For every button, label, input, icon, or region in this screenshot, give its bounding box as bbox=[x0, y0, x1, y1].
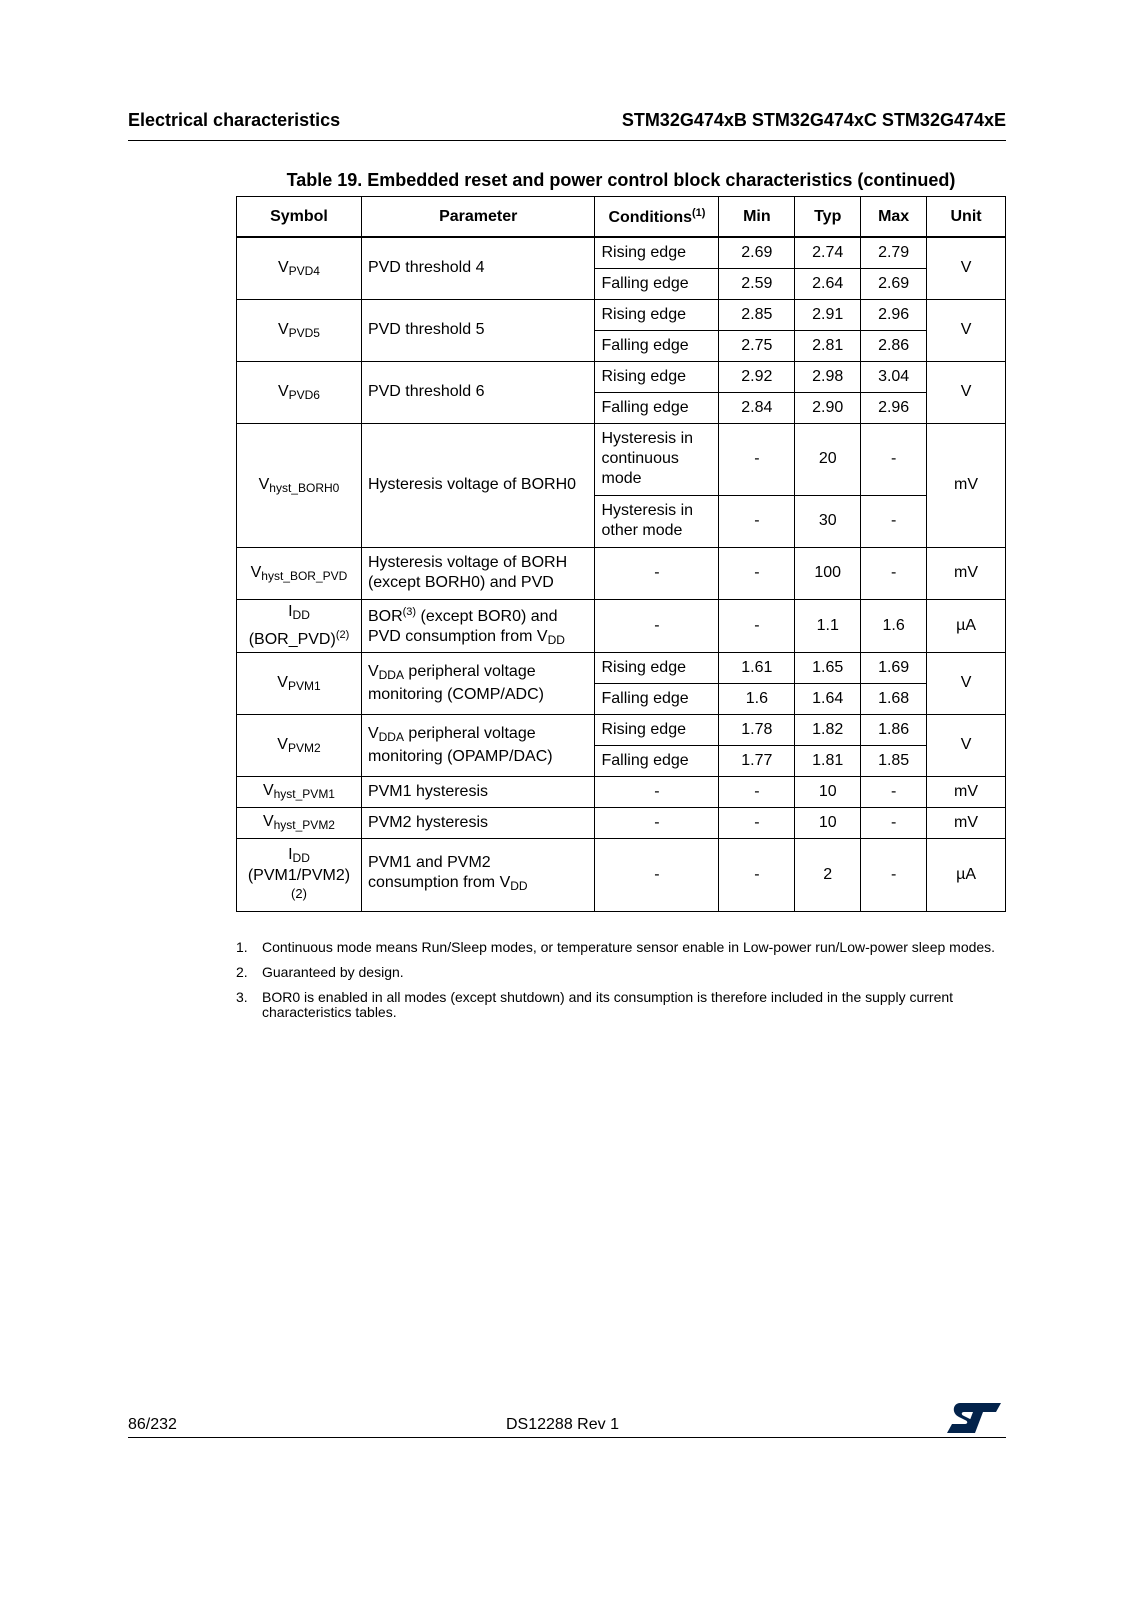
max-cell: 2.79 bbox=[861, 237, 927, 268]
condition-cell: Falling edge bbox=[595, 330, 719, 361]
parameter-cell: $V_{DDA}$ peripheral voltage monitoring (COMP/ADC) bbox=[361, 652, 595, 714]
typ-cell: 2.98 bbox=[795, 361, 861, 392]
symbol-cell: $V_{hyst\_PVM2}$ bbox=[237, 807, 362, 838]
condition-cell: Rising edge bbox=[595, 237, 719, 268]
table-row bbox=[237, 714, 1006, 745]
parameter-cell: Hysteresis voltage of BORH (except BORH0) and PVD bbox=[361, 547, 595, 599]
parameter-cell: PVD threshold 6 bbox=[361, 361, 595, 423]
unit-cell: mV bbox=[927, 547, 1006, 599]
symbol-cell: $I_{DD}$ (PVM1/PVM2) (2) bbox=[237, 838, 362, 911]
product-names: STM32G474xB STM32G474xC STM32G474xE bbox=[621, 110, 1006, 130]
max-cell: - bbox=[861, 547, 927, 599]
col-typ: Typ bbox=[795, 197, 861, 238]
max-cell: - bbox=[861, 776, 927, 807]
table-notes bbox=[236, 940, 1006, 1030]
condition-cell: - bbox=[595, 807, 719, 838]
max-cell: 2.86 bbox=[861, 330, 927, 361]
symbol-cell: $V_{PVM1}$ bbox=[237, 652, 362, 714]
symbol-cell: $V_{hyst\_PVM1}$ bbox=[237, 776, 362, 807]
max-cell: - bbox=[861, 807, 927, 838]
unit-cell: µA bbox=[927, 838, 1006, 911]
symbol-cell: $V_{PVM2}$ bbox=[237, 714, 362, 776]
condition-cell: Hysteresis in other mode bbox=[595, 495, 719, 547]
unit-cell: V bbox=[927, 299, 1006, 361]
typ-cell: 10 bbox=[795, 776, 861, 807]
unit-cell: V bbox=[927, 237, 1006, 299]
condition-cell: Falling edge bbox=[595, 745, 719, 776]
parameter-cell: Hysteresis voltage of BORH0 bbox=[361, 423, 595, 547]
parameter-cell: PVD threshold 5 bbox=[361, 299, 595, 361]
min-cell: 2.92 bbox=[719, 361, 795, 392]
col-min: Min bbox=[719, 197, 795, 238]
max-cell: 2.69 bbox=[861, 268, 927, 299]
table-row bbox=[237, 547, 1006, 599]
symbol-cell: $V_{PVD4}$ bbox=[237, 237, 362, 299]
symbol-cell: $V_{PVD6}$ bbox=[237, 361, 362, 423]
col-max: Max bbox=[861, 197, 927, 238]
col-symbol: Symbol bbox=[237, 197, 362, 238]
condition-cell: - bbox=[595, 838, 719, 911]
max-cell: - bbox=[861, 423, 927, 495]
footer-divider bbox=[128, 1437, 1006, 1438]
parameter-cell: PVM2 hysteresis bbox=[361, 807, 595, 838]
condition-cell: Rising edge bbox=[595, 714, 719, 745]
max-cell: 1.6 bbox=[861, 599, 927, 652]
note-item: 3. BOR0 is enabled in all modes (except shutdown) and its consumption is therefore included in the supply current characteristics tables. bbox=[236, 989, 954, 1020]
table-row bbox=[237, 361, 1006, 392]
typ-cell: 20 bbox=[795, 423, 861, 495]
typ-cell: 100 bbox=[795, 547, 861, 599]
typ-cell: 2.81 bbox=[795, 330, 861, 361]
symbol-cell: $V_{hyst\_BORH0}$ bbox=[237, 423, 362, 547]
parameter-cell: PVD threshold 4 bbox=[361, 237, 595, 299]
header-divider bbox=[128, 140, 1006, 141]
st-logo-icon bbox=[946, 1401, 1002, 1435]
condition-cell: - bbox=[595, 776, 719, 807]
col-unit: Unit bbox=[927, 197, 1006, 238]
min-cell: 2.69 bbox=[719, 237, 795, 268]
table-row bbox=[237, 423, 1006, 495]
table-row bbox=[237, 299, 1006, 330]
condition-cell: Hysteresis in continuous mode bbox=[595, 423, 719, 495]
col-parameter: Parameter bbox=[361, 197, 595, 238]
unit-cell: V bbox=[927, 361, 1006, 423]
min-cell: - bbox=[719, 838, 795, 911]
table-row bbox=[237, 237, 1006, 268]
typ-cell: 1.82 bbox=[795, 714, 861, 745]
typ-cell: 2.74 bbox=[795, 237, 861, 268]
min-cell: 2.84 bbox=[719, 392, 795, 423]
symbol-cell: $V_{hyst\_BOR\_PVD}$ bbox=[237, 547, 362, 599]
typ-cell: 2.90 bbox=[795, 392, 861, 423]
typ-cell: 30 bbox=[795, 495, 861, 547]
condition-cell: Rising edge bbox=[595, 361, 719, 392]
unit-cell: µA bbox=[927, 599, 1006, 652]
typ-cell: 1.1 bbox=[795, 599, 861, 652]
typ-cell: 1.64 bbox=[795, 683, 861, 714]
max-cell: - bbox=[861, 838, 927, 911]
min-cell: 2.75 bbox=[719, 330, 795, 361]
min-cell: - bbox=[719, 495, 795, 547]
typ-cell: 1.81 bbox=[795, 745, 861, 776]
condition-cell: Falling edge bbox=[595, 392, 719, 423]
section-title: Electrical characteristics bbox=[128, 110, 341, 130]
unit-cell: mV bbox=[927, 423, 1006, 547]
table-title: Table 19. Embedded reset and power control block characteristics (continued) bbox=[286, 170, 956, 190]
max-cell: - bbox=[861, 495, 927, 547]
page-number: 86/232 bbox=[128, 1416, 177, 1433]
min-cell: - bbox=[719, 776, 795, 807]
symbol-cell: $V_{PVD5}$ bbox=[237, 299, 362, 361]
min-cell: - bbox=[719, 599, 795, 652]
condition-cell: - bbox=[595, 547, 719, 599]
table-row bbox=[237, 838, 1006, 911]
min-cell: 1.77 bbox=[719, 745, 795, 776]
note-item: 2. Guaranteed by design. bbox=[236, 964, 404, 980]
document-id: DS12288 Rev 1 bbox=[506, 1416, 619, 1433]
parameter-cell: PVM1 hysteresis bbox=[361, 776, 595, 807]
typ-cell: 1.65 bbox=[795, 652, 861, 683]
unit-cell: V bbox=[927, 652, 1006, 714]
unit-cell: mV bbox=[927, 776, 1006, 807]
table-row bbox=[237, 599, 1006, 652]
min-cell: 1.61 bbox=[719, 652, 795, 683]
table-row bbox=[237, 807, 1006, 838]
unit-cell: V bbox=[927, 714, 1006, 776]
note-item: 1. Continuous mode means Run/Sleep modes, or temperature sensor enable in Low-power run/Low-power sleep modes. bbox=[236, 939, 996, 955]
max-cell: 1.69 bbox=[861, 652, 927, 683]
condition-cell: Rising edge bbox=[595, 299, 719, 330]
max-cell: 2.96 bbox=[861, 299, 927, 330]
condition-cell: - bbox=[595, 599, 719, 652]
min-cell: 1.78 bbox=[719, 714, 795, 745]
min-cell: - bbox=[719, 423, 795, 495]
max-cell: 3.04 bbox=[861, 361, 927, 392]
typ-cell: 2 bbox=[795, 838, 861, 911]
parameter-cell: BOR$^{(3)}$ (except BOR0) and PVD consumption from $V_{DD}$ bbox=[361, 599, 595, 652]
min-cell: - bbox=[719, 547, 795, 599]
footnote-ref: (1) bbox=[692, 206, 706, 219]
min-cell: 1.6 bbox=[719, 683, 795, 714]
typ-cell: 2.64 bbox=[795, 268, 861, 299]
condition-cell: Rising edge bbox=[595, 652, 719, 683]
typ-cell: 10 bbox=[795, 807, 861, 838]
col-conditions: Conditions$^{(1)}$ bbox=[595, 197, 719, 238]
min-cell: 2.59 bbox=[719, 268, 795, 299]
typ-cell: 2.91 bbox=[795, 299, 861, 330]
table-row bbox=[237, 776, 1006, 807]
characteristics-table bbox=[236, 196, 1006, 912]
condition-cell: Falling edge bbox=[595, 268, 719, 299]
unit-cell: mV bbox=[927, 807, 1006, 838]
max-cell: 1.86 bbox=[861, 714, 927, 745]
table-row bbox=[237, 652, 1006, 683]
max-cell: 1.85 bbox=[861, 745, 927, 776]
max-cell: 2.96 bbox=[861, 392, 927, 423]
condition-cell: Falling edge bbox=[595, 683, 719, 714]
table-header-row bbox=[237, 197, 1006, 238]
parameter-cell: PVM1 and PVM2 consumption from $V_{DD}$ bbox=[361, 838, 595, 911]
min-cell: - bbox=[719, 807, 795, 838]
max-cell: 1.68 bbox=[861, 683, 927, 714]
symbol-cell: $I_{DD}$ (BOR_PVD)$^{(2)}$ bbox=[237, 599, 362, 652]
min-cell: 2.85 bbox=[719, 299, 795, 330]
parameter-cell: $V_{DDA}$ peripheral voltage monitoring (OPAMP/DAC) bbox=[361, 714, 595, 776]
